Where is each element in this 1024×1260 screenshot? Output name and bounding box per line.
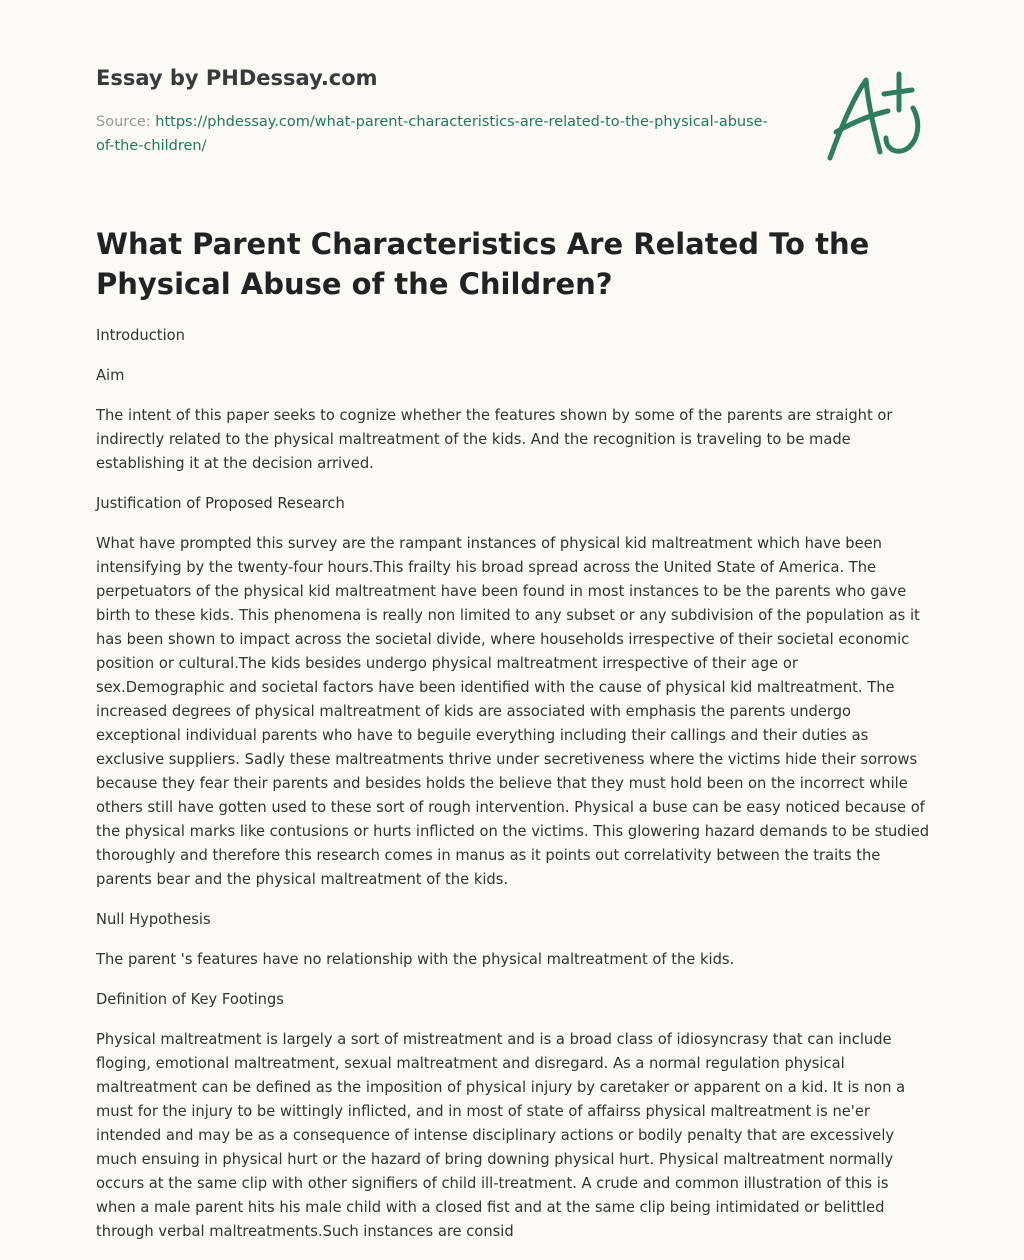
null-hypothesis-heading: Null Hypothesis <box>96 911 211 928</box>
introduction-heading: Introduction <box>96 327 185 344</box>
justification-heading: Justification of Proposed Research <box>96 495 345 512</box>
definition-paragraph: Physical maltreatment is largely a sort of mistreatment and is a broad class of idiosyncrasy that can include floging, emotional maltreatment, sexual maltreatment and disregard. As a normal regulation physical maltreatment can be defined as the imposition of physical injury by caretaker or apparent on a kid. It is non a must for the injury to be wittingly inflicted, and in most of state of affairss physical maltreatment is ne'er intended and may be as a consequence of intense disciplinary actions or bodily penalty that are excessively much ensuing in physical hurt or the hazard of bring downing physical hurt. Physical maltreatment normally occurs at the same clip with other signifiers of child ill-treatment. A crude and common illustration of this is when a male parent hits his male child with a closed fist and at the same clip being intimidated or belittled through verbal maltreatments.Such instances are consid <box>96 1031 906 1240</box>
source-link[interactable]: https://phdessay.com/what-parent-characteristics-are-related-to-the-physical-abuse-of-the-children/ <box>96 114 768 154</box>
definition-heading: Definition of Key Footings <box>96 991 284 1008</box>
source-line <box>96 110 786 158</box>
essay-body <box>96 324 930 1260</box>
justification-paragraph: What have prompted this survey are the rampant instances of physical kid maltreatment which have been intensifying by the twenty-four hours.This frailty his broad spread across the United State of America. The perpetuators of the physical kid maltreatment have been found in most instances to be the parents who gave birth to these kids. This phenomena is really non limited to any subset or any subdivision of the population as it has been shown to impact across the societal divide, where households irrespective of their societal economic position or cultural.The kids besides undergo physical maltreatment irrespective of their age or sex.Demographic and societal factors have been identified with the cause of physical kid maltreatment. The increased degrees of physical maltreatment of kids are associated with emphasis the parents undergo exceptional individual parents who have to beguile everything including their callings and their duties as exclusive suppliers. Sadly these maltreatments thrive under secretiveness where the victims hide their sorrows because they fear their parents and besides holds the believe that they must hold been on the incorrect while others still have gotten used to these sort of rough intervention. Physical a buse can be easy noticed because of the physical marks like contusions or hurts inflicted on the victims. This glowering hazard demands to be studied thoroughly and therefore this research comes in manus as it points out correlativity between the traits the parents bear and the physical maltreatment of the kids. <box>96 535 930 888</box>
a-plus-logo-icon <box>822 68 928 166</box>
null-hypothesis-paragraph: The parent 's features have no relationship with the physical maltreatment of the kids. <box>96 951 735 968</box>
site-title: Essay by PHDessay.com <box>96 66 378 90</box>
document-title: What Parent Characteristics Are Related To the Physical Abuse of the Children? <box>96 227 870 301</box>
source-label: Source: <box>96 114 151 130</box>
aim-paragraph: The intent of this paper seeks to cognize whether the features shown by some of the parents are straight or indirectly related to the physical maltreatment of the kids. And the recognition is traveling to be made establishing it at the decision arrived. <box>96 407 893 472</box>
aim-heading: Aim <box>96 367 125 384</box>
